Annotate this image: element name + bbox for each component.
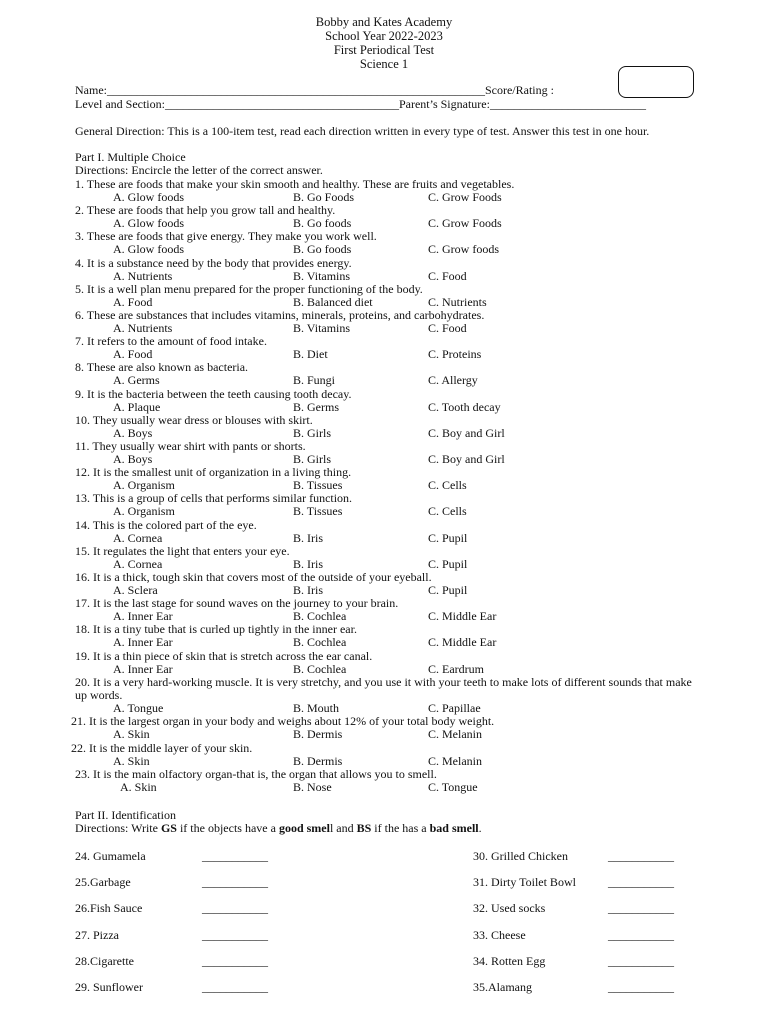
choice-c[interactable]: C. Papillae [428,700,481,715]
question-item [75,335,695,361]
question-item [75,597,695,623]
choice-c[interactable]: C. Tongue [428,779,478,794]
choice-a[interactable]: A. Germs [113,373,160,388]
choice-a[interactable]: A. Boys [113,425,153,440]
choice-a[interactable]: A. Plaque [113,399,161,414]
choice-c[interactable]: C. Grow foods [428,242,499,257]
answer-blank[interactable]: ___________ [202,849,268,863]
choices-row [75,479,695,492]
question-item [75,414,695,440]
choice-c[interactable]: C. Melanin [428,727,482,742]
choice-a[interactable]: A. Inner Ear [113,609,173,624]
subject-title: Science 1 [359,57,409,71]
question-item [75,571,695,597]
choice-c[interactable]: C. Grow Foods [428,190,502,204]
choice-c[interactable]: C. Middle Ear [428,635,497,650]
question-text: 10. They usually wear dress or blouses with skirt. [75,412,313,427]
question-item [75,257,695,283]
answer-blank[interactable]: ___________ [202,928,268,942]
identification-item: 24. Gumamela [75,849,146,863]
question-text: 2. These are foods that help you grow tall and healthy. [75,203,336,218]
choice-c[interactable]: C. Middle Ear [428,609,497,624]
identification-item: 32. Used socks [473,901,546,915]
choice-a[interactable]: A. Skin [113,727,150,742]
question-item [75,204,695,230]
choice-a[interactable]: A. Inner Ear [113,661,173,676]
identification-item: 31. Dirty Toilet Bowl [473,875,576,889]
directions-text: if the objects have a [176,821,279,835]
question-text: 1. These are foods that make your skin smooth and healthy. These are fruits and vegetables. [75,177,515,191]
choices-row [75,191,695,204]
question-text: 22. It is the middle layer of your skin. [71,740,253,755]
choice-c[interactable]: C. Cells [428,478,467,493]
choice-b[interactable]: B. Cochlea [293,609,347,624]
question-text: 9. It is the bacteria between the teeth causing tooth decay. [75,386,352,401]
choice-a[interactable]: A. Sclera [113,583,158,597]
identification-item: 29. Sunflower [75,980,143,994]
question-item [75,676,695,715]
score-box[interactable] [618,66,694,98]
question-text: 5. It is a well plan menu prepared for the proper functioning of the body. [75,281,423,296]
choice-b[interactable]: B. Mouth [293,700,340,715]
choice-c[interactable]: C. Proteins [428,347,482,362]
good-smell-text: good smel [278,821,330,835]
question-item [75,492,695,518]
identification-item: 33. Cheese [473,928,526,942]
choice-a[interactable]: A. Boys [113,452,153,466]
directions-text: l and [329,821,357,835]
choice-b[interactable]: B. Girls [293,425,332,440]
answer-blank[interactable]: ___________ [608,849,674,863]
choices-row [75,243,695,256]
choice-b[interactable]: B. Dermis [293,753,343,768]
choice-c[interactable]: C. Melanin [428,753,482,768]
name-line: Name:_______________________________________________________________Score/Rating : [75,83,554,97]
bs-code: BS [356,821,372,835]
choice-a[interactable]: A. Organism [113,504,175,519]
choices-row [75,781,695,794]
choice-b[interactable]: B. Go foods [293,216,352,231]
choice-c[interactable]: C. Allergy [428,373,478,388]
identification-item: 28.Cigarette [75,954,134,968]
choice-a[interactable]: A. Cornea [113,530,163,545]
answer-blank[interactable]: ___________ [608,980,674,994]
question-text: 20. It is a very hard-working muscle. It is very stretchy, and you use it with your teeth to make lots of different sounds that make up words. [75,674,692,702]
question-text: 6. These are substances that includes vitamins, minerals, proteins, and carbohydrates. [75,308,485,322]
choice-b[interactable]: B. Diet [293,347,328,362]
choice-a[interactable]: A. Food [113,294,153,309]
choice-a[interactable]: A. Glow foods [113,242,184,257]
question-item [75,309,695,335]
question-item [75,361,695,387]
choice-c[interactable]: C. Eardrum [428,661,484,676]
choices-row [75,584,695,597]
choice-a[interactable]: A. Nutrients [113,268,173,283]
question-item [75,545,695,571]
test-title: First Periodical Test [333,43,435,57]
choice-a[interactable]: A. Skin [120,779,157,794]
choice-b[interactable]: B. Iris [293,583,323,597]
choices-row [75,217,695,230]
question-item [75,466,695,492]
choice-c[interactable]: C. Food [428,321,467,335]
part1-title: Part I. Multiple Choice [75,150,186,164]
identification-item: 30. Grilled Chicken [473,849,568,863]
question-text: 19. It is a thin piece of skin that is stretch across the ear canal. [75,648,373,663]
choices-row [75,348,695,361]
question-text: 21. It is the largest organ in your body and weighs about 12% of your total body weight. [71,714,495,729]
choices-row [75,532,695,545]
choices-row [75,296,695,309]
choices-row [75,702,695,715]
bad-smell-text: bad smell [429,821,479,835]
choices-row [75,322,695,335]
general-direction: General Direction: This is a 100-item test, read each direction written in every type of test. Answer this test in one hour. [75,124,650,138]
choice-b[interactable]: B. Cochlea [293,661,347,676]
question-text: 8. These are also known as bacteria. [75,360,249,375]
choices-row [75,558,695,571]
choices-row [75,427,695,440]
choices-row [75,505,695,518]
choice-c[interactable]: C. Food [428,268,467,283]
choice-b[interactable]: B. Iris [293,556,323,571]
choice-c[interactable]: C. Tooth decay [428,399,501,414]
answer-blank[interactable]: ___________ [608,928,674,942]
choice-b[interactable]: B. Germs [293,399,339,414]
school-name: Bobby and Kates Academy [315,15,453,29]
identification-item: 35.Alamang [473,980,532,994]
question-text: 12. It is the smallest unit of organization in a living thing. [75,465,352,480]
choice-c[interactable]: C. Pupil [428,556,468,571]
directions-text: Directions: Write [75,821,161,835]
choices-row [75,610,695,623]
question-item [75,440,695,466]
choice-b[interactable]: B. Girls [293,452,332,466]
question-text: 18. It is a tiny tube that is curled up tightly in the inner ear. [75,622,357,637]
choice-b[interactable]: B. Iris [293,530,323,545]
choice-c[interactable]: C. Boy and Girl [428,425,505,440]
choices-row [75,663,695,676]
choice-a[interactable]: A. Cornea [113,556,163,571]
part1-directions: Directions: Encircle the letter of the correct answer. [75,163,323,177]
question-text: 7. It refers to the amount of food intake. [75,334,267,349]
part2-title: Part II. Identification [75,808,176,822]
choice-a[interactable]: A. Glow foods [113,216,184,231]
choice-b[interactable]: B. Fungi [293,373,336,388]
choice-b[interactable]: B. Dermis [293,727,343,742]
choice-b[interactable]: B. Go Foods [293,190,355,204]
choice-c[interactable]: C. Pupil [428,530,468,545]
choice-b[interactable]: B. Nose [293,779,332,794]
choices-row [75,374,695,387]
question-text: 14. This is the colored part of the eye. [75,517,257,532]
part2-directions [75,822,482,835]
question-text: 4. It is a substance need by the body that provides energy. [75,255,352,270]
question-text: 17. It is the last stage for sound waves on the journey to your brain. [75,596,399,611]
gs-code: GS [160,821,177,835]
identification-item: 34. Rotten Egg [473,954,546,968]
choices-row [75,453,695,466]
choice-b[interactable]: B. Vitamins [293,268,351,283]
directions-text: if the has a [371,821,430,835]
question-item [71,740,695,768]
choice-c[interactable]: C. Cells [428,504,467,519]
question-text: 3. These are foods that give energy. They make you work well. [75,229,377,244]
identification-item: 27. Pizza [75,928,119,942]
choice-c[interactable]: C. Grow Foods [428,216,502,231]
choice-a[interactable]: A. Nutrients [113,321,173,335]
question-item [71,714,695,742]
choice-b[interactable]: B. Vitamins [293,321,351,335]
choice-a[interactable]: A. Inner Ear [113,635,173,650]
question-text: 16. It is a thick, tough skin that covers most of the outside of your eyeball. [75,570,432,584]
question-item [75,519,695,545]
answer-blank[interactable]: ___________ [608,901,674,915]
question-item [75,768,695,794]
question-item [75,650,695,676]
choice-b[interactable]: B. Tissues [293,478,343,493]
choice-b[interactable]: B. Cochlea [293,635,347,650]
choices-row [75,728,695,741]
choices-row [75,636,695,649]
question-item [75,283,695,309]
answer-blank[interactable]: ___________ [202,901,268,915]
answer-blank[interactable]: ___________ [202,954,268,968]
question-item [75,230,695,256]
answer-blank[interactable]: ___________ [202,875,268,889]
choice-c[interactable]: C. Boy and Girl [428,452,505,466]
answer-blank[interactable]: ___________ [608,875,674,889]
level-section-line: Level and Section:_______________________________________Parent’s Signature:__________________________ [75,97,646,111]
choices-row [75,755,695,768]
question-text: 15. It regulates the light that enters your eye. [75,543,290,558]
choices-row [75,270,695,283]
choice-b[interactable]: B. Balanced diet [293,294,373,309]
directions-text: . [478,821,482,835]
choice-c[interactable]: C. Pupil [428,583,468,597]
answer-blank[interactable]: ___________ [202,980,268,994]
choice-a[interactable]: A. Skin [113,753,150,768]
question-text: 11. They usually wear shirt with pants or shorts. [75,439,306,453]
question-item [75,388,695,414]
question-item [75,623,695,649]
identification-item: 25.Garbage [75,875,131,889]
question-text: 13. This is a group of cells that performs similar function. [75,491,353,506]
choices-row [75,401,695,414]
identification-item: 26.Fish Sauce [75,901,143,915]
choice-b[interactable]: B. Tissues [293,504,343,519]
choice-a[interactable]: A. Glow foods [113,190,184,204]
choice-b[interactable]: B. Go foods [293,242,352,257]
school-year: School Year 2022-2023 [325,29,443,43]
choice-a[interactable]: A. Organism [113,478,175,493]
choice-a[interactable]: A. Tongue [113,700,164,715]
choice-a[interactable]: A. Food [113,347,153,362]
choice-c[interactable]: C. Nutrients [428,294,487,309]
question-item [75,178,695,204]
answer-blank[interactable]: ___________ [608,954,674,968]
question-text: 23. It is the main olfactory organ-that is, the organ that allows you to smell. [75,766,437,781]
